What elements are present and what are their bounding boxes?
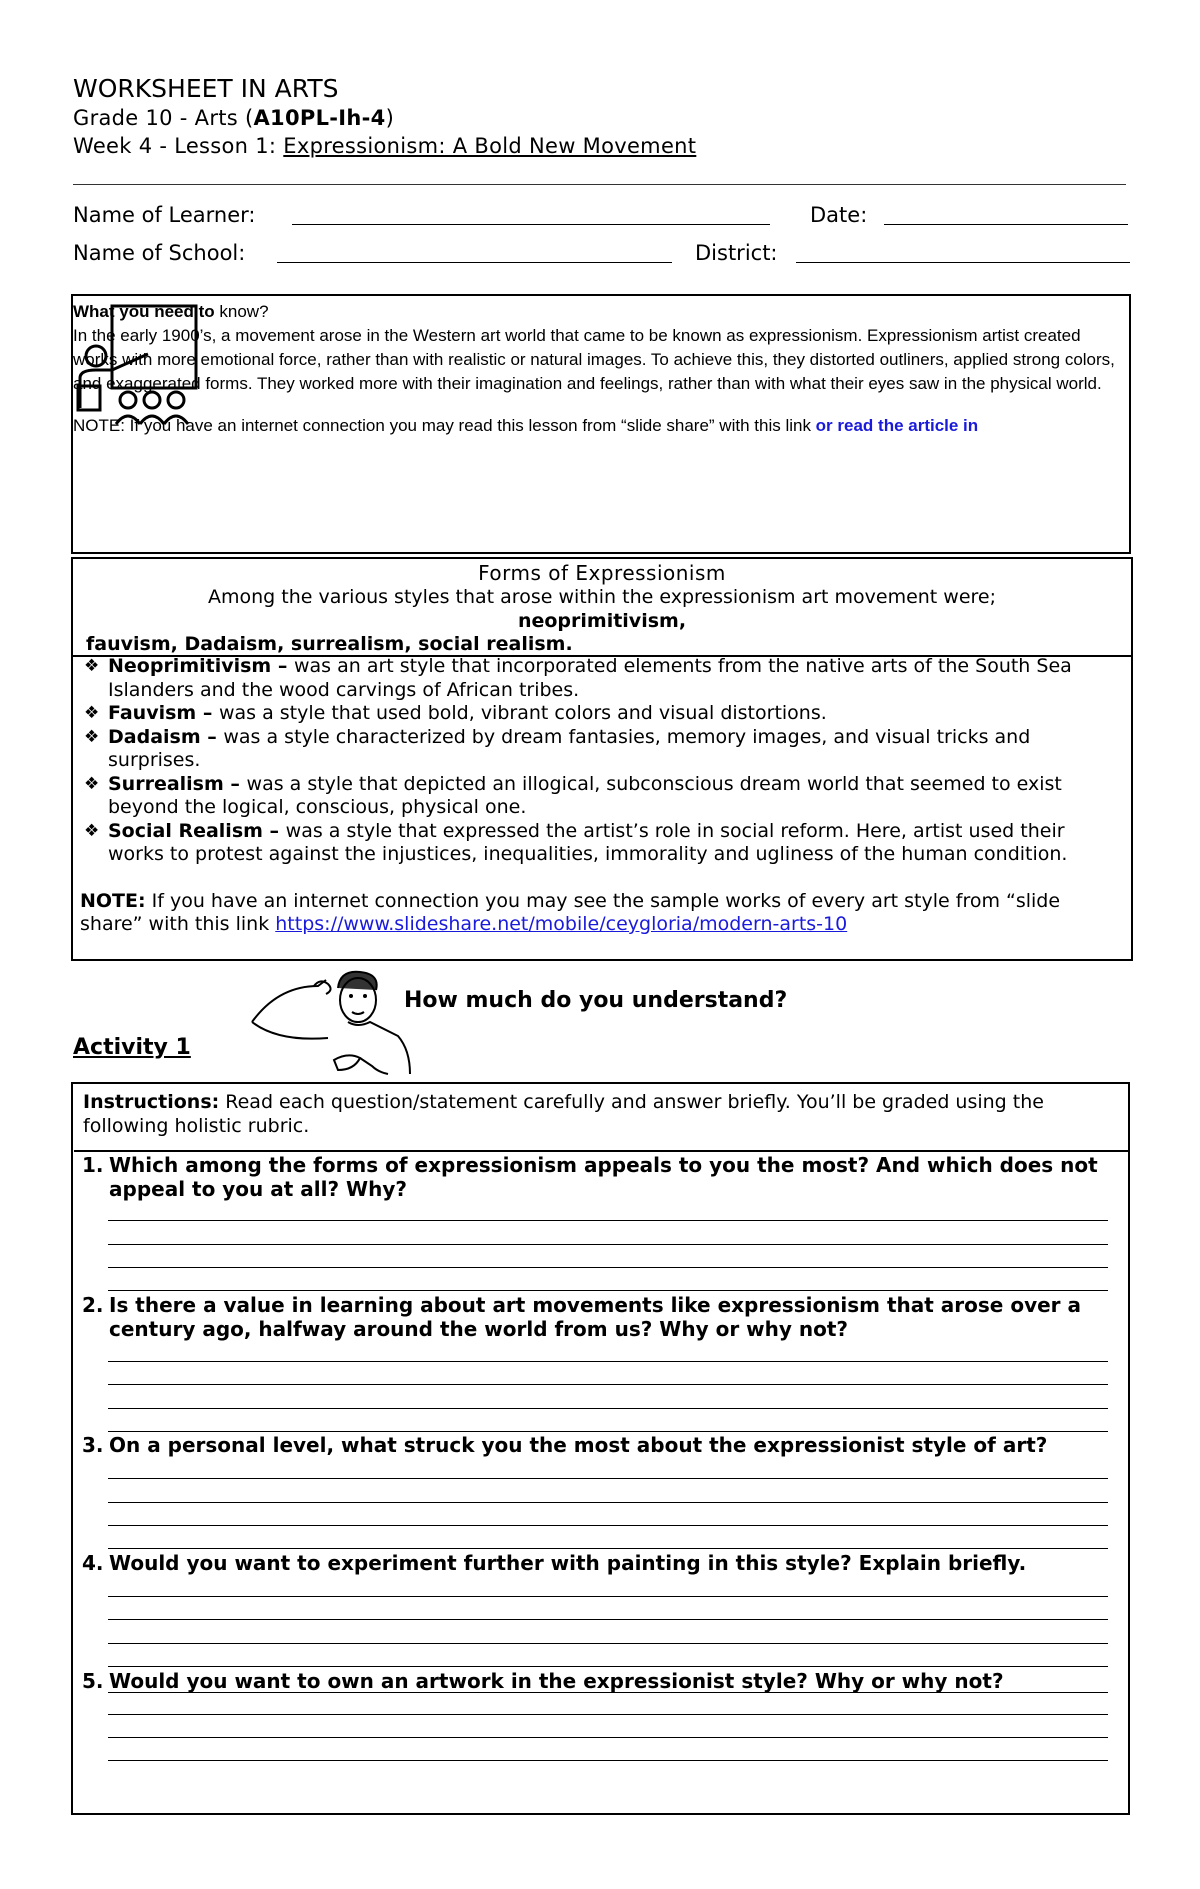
school-field[interactable] bbox=[277, 262, 672, 263]
form-item-dadaism bbox=[80, 726, 1120, 773]
intro-heading-rest: know? bbox=[214, 302, 269, 321]
question-number: 5. bbox=[82, 1669, 104, 1693]
week-line bbox=[73, 134, 696, 158]
question-5 bbox=[82, 1670, 1107, 1694]
answer-line[interactable] bbox=[108, 1220, 1108, 1221]
grade-prefix: Grade 10 - Arts ( bbox=[73, 106, 254, 130]
slideshare-link[interactable]: https://www.slideshare.net/mobile/ceygloria/modern-arts-10 bbox=[275, 913, 848, 935]
answer-line[interactable] bbox=[108, 1478, 1108, 1479]
form-item-neoprimitivism bbox=[80, 655, 1120, 702]
answer-line[interactable] bbox=[108, 1666, 1108, 1667]
grade-line bbox=[73, 106, 394, 130]
answer-line[interactable] bbox=[108, 1548, 1108, 1549]
instructions bbox=[83, 1090, 1118, 1138]
form-term: Dadaism – bbox=[108, 725, 224, 748]
answer-line[interactable] bbox=[108, 1619, 1108, 1620]
grade-code: A10PL-Ih-4 bbox=[253, 106, 386, 130]
question-text: Which among the forms of expressionism appeals to you the most? And which does not appeal to you at all? Why? bbox=[109, 1153, 1098, 1201]
answer-line[interactable] bbox=[108, 1244, 1108, 1245]
thinking-boy-icon bbox=[248, 966, 418, 1076]
learner-label: Name of Learner: bbox=[73, 203, 256, 227]
question-4 bbox=[82, 1552, 1107, 1576]
forms-bold-2: fauvism, Dadaism, surrealism, social realism. bbox=[86, 633, 573, 655]
answer-line[interactable] bbox=[108, 1525, 1108, 1526]
answer-line[interactable] bbox=[108, 1502, 1108, 1503]
question-text: Would you want to experiment further with painting in this style? Explain briefly. bbox=[109, 1551, 1027, 1575]
forms-note-label: NOTE: bbox=[80, 889, 146, 912]
answer-line[interactable] bbox=[108, 1408, 1108, 1409]
intro-note-text: NOTE: If you have an internet connection you may read this lesson from “slide share” with this link bbox=[73, 416, 816, 435]
question-2 bbox=[82, 1294, 1107, 1341]
forms-list bbox=[80, 655, 1120, 937]
instructions-text: Read each question/statement carefully and answer briefly. You’ll be graded using the following holistic rubric. bbox=[83, 1091, 1044, 1137]
diamond-bullet-icon: ❖ bbox=[84, 726, 100, 747]
learner-field[interactable] bbox=[292, 224, 770, 225]
intro-heading bbox=[73, 300, 1128, 324]
question-text: On a personal level, what struck you the most about the expressionist style of art? bbox=[109, 1433, 1048, 1457]
answer-line[interactable] bbox=[108, 1384, 1108, 1385]
question-number: 2. bbox=[82, 1293, 104, 1317]
worksheet-title: WORKSHEET IN ARTS bbox=[73, 74, 339, 103]
forms-header bbox=[71, 561, 1133, 633]
form-item-fauvism bbox=[80, 702, 1120, 726]
forms-intro: Among the various styles that arose within the expressionism art movement were; bbox=[207, 586, 997, 608]
form-desc: was a style that expressed the artist’s role in social reform. Here, artist used their works to protest against the injustices, inequalities, immorality and ugliness of the human condition. bbox=[108, 819, 1068, 865]
question-number: 4. bbox=[82, 1551, 104, 1575]
diamond-bullet-icon: ❖ bbox=[84, 656, 100, 676]
district-field[interactable] bbox=[796, 262, 1130, 263]
answer-line[interactable] bbox=[108, 1596, 1108, 1597]
diamond-bullet-icon: ❖ bbox=[84, 820, 100, 841]
forms-heading: Forms of Expressionism bbox=[478, 561, 726, 585]
school-label: Name of School: bbox=[73, 241, 246, 265]
date-label: Date: bbox=[810, 203, 868, 227]
answer-line[interactable] bbox=[108, 1361, 1108, 1362]
week-prefix: Week 4 - Lesson 1: bbox=[73, 134, 284, 158]
intro-heading-bold: What you need to bbox=[73, 302, 215, 321]
intro-note bbox=[73, 414, 1128, 438]
forms-note-text: If you have an internet connection you may see the sample works of every art style from “slide share” with this link bbox=[80, 889, 1061, 935]
form-desc: was a style that depicted an illogical, subconscious dream world that seemed to exist beyond the logical, conscious, physical one. bbox=[108, 772, 1062, 818]
question-text: Is there a value in learning about art movements like expressionism that arose over a century ago, halfway around the world from us? Why or why not? bbox=[109, 1293, 1082, 1341]
form-desc: was a style characterized by dream fantasies, memory images, and visual tricks and surprises. bbox=[108, 725, 1031, 771]
form-term: Neoprimitivism – bbox=[108, 655, 294, 677]
answer-line[interactable] bbox=[108, 1737, 1108, 1738]
form-item-social-realism bbox=[80, 820, 1120, 867]
form-desc: was an art style that incorporated elements from the native arts of the South Sea Islanders and the wood carvings of African tribes. bbox=[108, 655, 1072, 701]
district-label: District: bbox=[695, 241, 778, 265]
question-text: Would you want to own an artwork in the expressionist style? Why or why not? bbox=[109, 1669, 1004, 1693]
intro-text bbox=[73, 300, 1128, 438]
answer-line[interactable] bbox=[108, 1290, 1108, 1291]
form-term: Surrealism – bbox=[108, 772, 247, 795]
diamond-bullet-icon: ❖ bbox=[84, 773, 100, 794]
answer-line[interactable] bbox=[108, 1643, 1108, 1644]
answer-line[interactable] bbox=[108, 1714, 1108, 1715]
form-term: Social Realism – bbox=[108, 819, 286, 842]
header-divider bbox=[73, 184, 1126, 185]
answer-line[interactable] bbox=[108, 1692, 1108, 1693]
understand-heading: How much do you understand? bbox=[404, 988, 788, 1013]
forms-note bbox=[80, 890, 1120, 937]
forms-bold-1: neoprimitivism, bbox=[517, 610, 687, 632]
instructions-label: Instructions: bbox=[83, 1091, 220, 1113]
question-3 bbox=[82, 1434, 1107, 1458]
form-item-surrealism bbox=[80, 773, 1120, 820]
question-1 bbox=[82, 1154, 1107, 1201]
date-field[interactable] bbox=[884, 224, 1128, 225]
instructions-divider bbox=[74, 1150, 1128, 1152]
diamond-bullet-icon: ❖ bbox=[84, 703, 100, 723]
answer-line[interactable] bbox=[108, 1760, 1108, 1761]
article-link[interactable]: or read the article in bbox=[815, 416, 979, 435]
grade-suffix: ) bbox=[385, 106, 395, 130]
intro-body: In the early 1900’s, a movement arose in the Western art world that came to be known as expressionism. Expressionism artist created works with more emotional force, rather than with realistic or natural images. To achieve this, they distorted outliners, applied strong colors, and exaggerated forms. They worked more with their imagination and feelings, rather than with what their eyes saw in the physical world. bbox=[73, 326, 1115, 393]
form-desc: was a style that used bold, vibrant colors and visual distortions. bbox=[218, 702, 827, 724]
question-number: 1. bbox=[82, 1153, 104, 1177]
question-number: 3. bbox=[82, 1433, 104, 1457]
form-term: Fauvism – bbox=[108, 702, 219, 724]
lesson-title: Expressionism: A Bold New Movement bbox=[283, 134, 697, 158]
activity-heading: Activity 1 bbox=[73, 1035, 191, 1060]
answer-line[interactable] bbox=[108, 1431, 1108, 1432]
answer-line[interactable] bbox=[108, 1267, 1108, 1268]
